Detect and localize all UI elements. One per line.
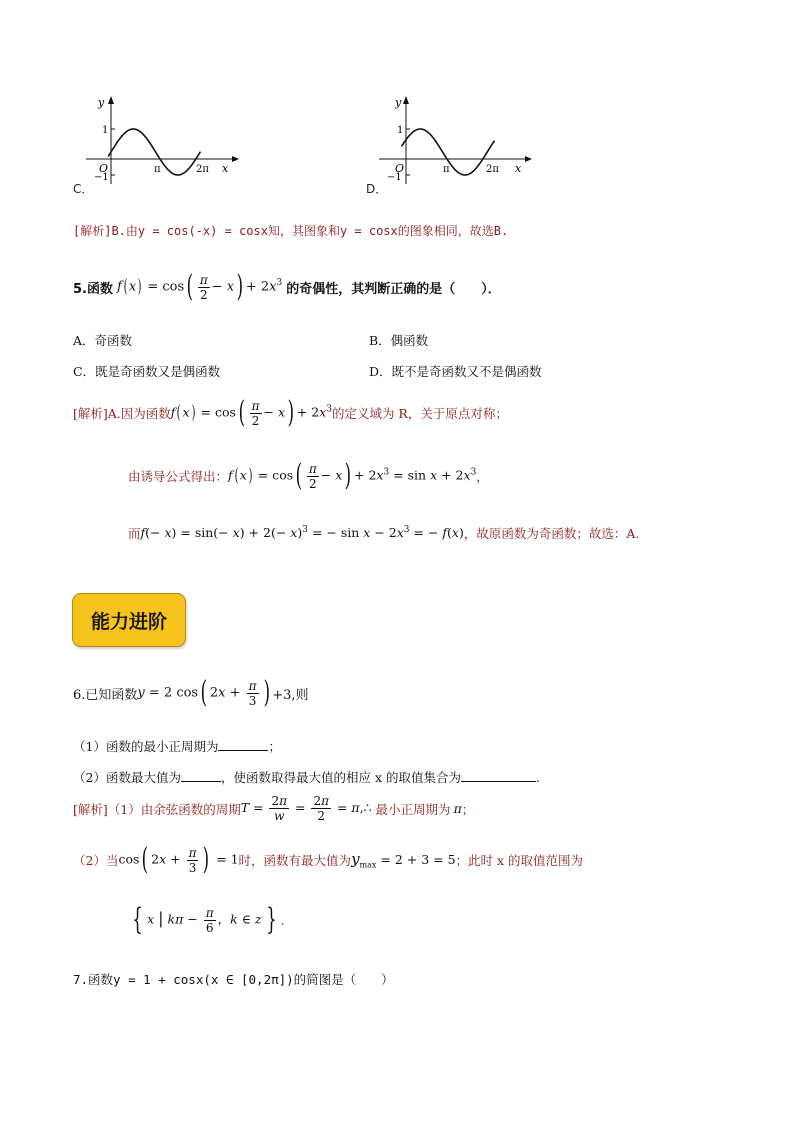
analysis-q6-line1: [解析]（1）由余弦函数的周期 T = $\frac{2\pi}{w}$ = $\frac{2\pi}{2}$ = π,∴ 最小正周期为 π ； — [73, 794, 475, 823]
section-title-badge: 能力进阶 — [72, 593, 186, 647]
a6-line1-prefix: [解析]（1）由余弦函数的周期 — [73, 801, 241, 817]
tick-one: 1 — [397, 125, 404, 136]
a5-line3-prefix: 而 — [128, 526, 141, 541]
a6-line2-suffix: ；此时 x 的取值范围为 — [455, 853, 584, 868]
x-label: x — [515, 162, 522, 175]
q6-sub1 — [73, 737, 281, 755]
tick-neg-one: −1 — [387, 172, 402, 183]
a5-line1-suffix: 的定义域为 R，关于原点对称； — [331, 406, 508, 421]
analysis-q6-set: { x | kπ − $\frac{\pi}{6}$ ，k ∈ z } . — [128, 905, 285, 935]
q6-blank-2[interactable] — [181, 769, 221, 782]
a5-line2-formula: f( x) = cos( $\frac{\pi}{2}$ − $x) + 2x^3 = \sin x + 2x^3$ — [228, 458, 477, 493]
option-c-label: C． — [73, 182, 94, 196]
q6-prefix: 6.已知函数 — [73, 687, 138, 703]
q5-formula: f( x) = cos( $\frac{\pi}{2}$ − $x) + 2x^3$ — [116, 269, 283, 304]
question-7: 7.函数y = 1 + cosx(x ∈ [0,2π])的简图是（ ） — [73, 972, 394, 987]
q5-option-c: C．既是奇函数又是偶函数 — [73, 364, 221, 379]
y-label: y — [98, 96, 105, 109]
tick-two-pi: 2π — [196, 164, 209, 175]
a5-line2-suffix: ， — [476, 469, 489, 484]
a6-line1-suffix: 最小正周期为 — [375, 801, 451, 817]
a6-pi: π — [453, 801, 462, 816]
tick-one: 1 — [102, 125, 109, 136]
question-5 — [73, 269, 501, 304]
q6-sub2-b: ，使函数取得最大值的相应 x 的取值集合为 — [220, 770, 461, 785]
q6-formula: y = 2 cos( 2x + $\frac{\pi}{3}$ ) — [137, 675, 270, 710]
a6-line2-formula2: $y_{max} = 2 + 3 = 5$ — [351, 850, 456, 870]
tick-pi: π — [154, 164, 161, 175]
y-label: y — [395, 96, 402, 109]
q6-sub2 — [73, 768, 540, 786]
a6-line2-mid: 时，函数有最大值为 — [238, 853, 352, 868]
option-d-label: D． — [366, 182, 388, 196]
a6-line2-prefix: （2）当 — [73, 853, 119, 868]
graph-d — [375, 92, 535, 187]
q5-prefix: 5.函数 — [73, 281, 113, 297]
q6-suffix: +3,则 — [272, 687, 309, 703]
x-label: x — [222, 162, 229, 175]
q6-blank-1[interactable] — [218, 738, 268, 751]
tick-neg-one: −1 — [94, 172, 109, 183]
analysis-q5-line3 — [128, 524, 639, 542]
q5-suffix: 的奇偶性，其判断正确的是（ ）． — [286, 281, 501, 297]
origin-label: O — [395, 162, 405, 175]
a5-line2-prefix: 由诱导公式得出： — [128, 469, 229, 484]
origin-label: O — [99, 162, 109, 175]
a5-line3-formula: $f(- x) = \sin(- x) + 2(- x)^3$ = − $\sin x - 2x^3$ = − f(x) — [140, 525, 464, 541]
a6-line1-formula: T = $\frac{2\pi}{w}$ = $\frac{2\pi}{2}$ = π,∴ — [240, 794, 372, 823]
q6-sub2-end: . — [535, 770, 540, 785]
analysis-q6-line2 — [73, 842, 584, 877]
analysis-q5-line2 — [128, 458, 489, 493]
q6-blank-3[interactable] — [461, 769, 536, 782]
analysis-q5-line1 — [73, 395, 508, 430]
a5-line1-formula: f( x) = cos( $\frac{\pi}{2}$ − $x) + 2x^3$ — [170, 395, 332, 430]
graph-c — [82, 92, 242, 187]
tick-two-pi: 2π — [486, 164, 499, 175]
tick-pi: π — [443, 164, 450, 175]
q6-sub1-end: ； — [268, 739, 281, 754]
q5-option-a: A．奇函数 — [73, 333, 133, 348]
q6-sub2-a: （2）函数最大值为 — [73, 770, 181, 785]
q6-sub1-text: （1）函数的最小正周期为 — [73, 739, 219, 754]
analysis-q4: [解析]B.由y = cos(-x) = cosx知，其图象和y = cosx的图象相同，故选B. — [73, 224, 509, 238]
a6-line2-formula1: cos( 2x + $\frac{\pi}{3}$ ) = 1 — [118, 842, 239, 877]
a5-line3-suffix: ，故原函数为奇函数；故选：A. — [463, 526, 640, 541]
a5-line1-prefix: [解析]A.因为函数 — [73, 406, 171, 421]
a6-set-formula: { x | kπ − $\frac{\pi}{6}$ ，k ∈ z } — [132, 902, 277, 937]
q5-option-d: D．既不是奇函数又不是偶函数 — [369, 364, 542, 379]
q5-option-b: B．偶函数 — [369, 333, 429, 348]
question-6 — [73, 675, 309, 710]
